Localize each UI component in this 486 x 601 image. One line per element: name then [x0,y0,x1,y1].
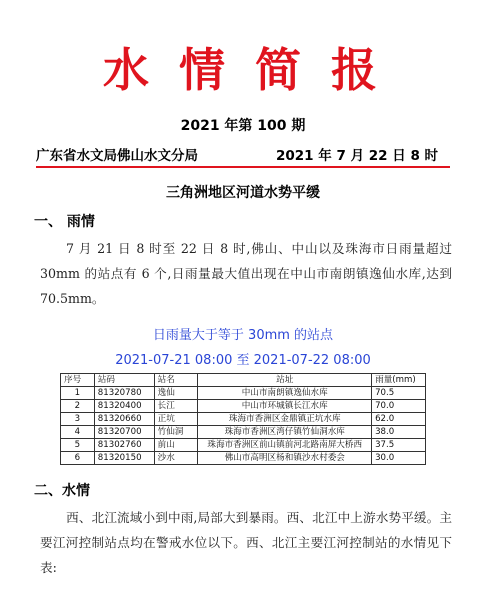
col-header-code: 站码 [94,374,154,387]
col-header-rainfall: 雨量(mm) [372,374,426,387]
cell-index: 4 [61,426,95,439]
cell-name: 竹仙洞 [154,426,198,439]
cell-rainfall: 38.0 [372,426,426,439]
col-header-address: 站址 [198,374,372,387]
cell-code: 81302760 [94,439,154,452]
cell-index: 2 [61,400,95,413]
issue-number: 2021 年第 100 期 [180,118,306,134]
cell-rainfall: 62.0 [372,413,426,426]
section-heading-rainfall: 一、 雨情 [34,214,95,230]
report-headline: 三角洲地区河道水势平缓 [166,185,320,201]
col-header-name: 站名 [154,374,198,387]
cell-index: 3 [61,413,95,426]
rain-table-title: 日雨量大于等于 30mm 的站点 [152,328,334,343]
table-row [61,452,426,465]
col-header-index: 序号 [61,374,95,387]
issuing-organization: 广东省水文局佛山水文分局 [36,148,198,164]
water-regime-paragraph [40,505,452,580]
rain-table-time-range: 2021-07-21 08:00 至 2021-07-22 08:00 [115,353,371,368]
cell-rainfall: 70.5 [372,387,426,400]
cell-name: 正坑 [154,413,198,426]
cell-address: 中山市环城镇长江水库 [198,400,372,413]
cell-rainfall: 37.5 [372,439,426,452]
section-heading-water-regime: 二、水情 [34,483,90,499]
cell-code: 81320150 [94,452,154,465]
rainfall-station-table [60,373,426,465]
header-divider [36,166,450,168]
cell-index: 6 [61,452,95,465]
table-row [61,439,426,452]
cell-rainfall: 30.0 [372,452,426,465]
cell-rainfall: 70.0 [372,400,426,413]
masthead-title: 水情简报 [103,43,407,97]
rainfall-paragraph [40,236,452,311]
cell-address: 佛山市高明区杨和镇沙水村委会 [198,452,372,465]
cell-code: 81320700 [94,426,154,439]
cell-code: 81320660 [94,413,154,426]
cell-address: 珠海市香洲区金鼎镇正坑水库 [198,413,372,426]
rainfall-text: 7 月 21 日 8 时至 22 日 8 时,佛山、中山以及珠海市日雨量超过 30mm 的站点有 6 个,日雨量最大值出现在中山市南朗镇逸仙水库,达到 70.5mm。 [40,241,452,306]
cell-code: 81320400 [94,400,154,413]
table-row [61,400,426,413]
cell-code: 81320780 [94,387,154,400]
cell-address: 珠海市香洲区湾仔镇竹仙洞水库 [198,426,372,439]
cell-name: 逸仙 [154,387,198,400]
table-row [61,387,426,400]
table-row [61,413,426,426]
table-header-row [61,374,426,387]
cell-name: 长江 [154,400,198,413]
cell-name: 前山 [154,439,198,452]
water-regime-text: 西、北江流域小到中雨,局部大到暴雨。西、北江中上游水势平缓。主要江河控制站点均在警戒水位以下。西、北江主要江河控制站的水情见下表: [40,510,452,575]
table-row [61,426,426,439]
cell-name: 沙水 [154,452,198,465]
cell-index: 5 [61,439,95,452]
cell-address: 中山市南朗镇逸仙水库 [198,387,372,400]
cell-index: 1 [61,387,95,400]
issue-date: 2021 年 7 月 22 日 8 时 [276,148,439,164]
cell-address: 珠海市香洲区前山镇前河北路南屏大桥西 [198,439,372,452]
